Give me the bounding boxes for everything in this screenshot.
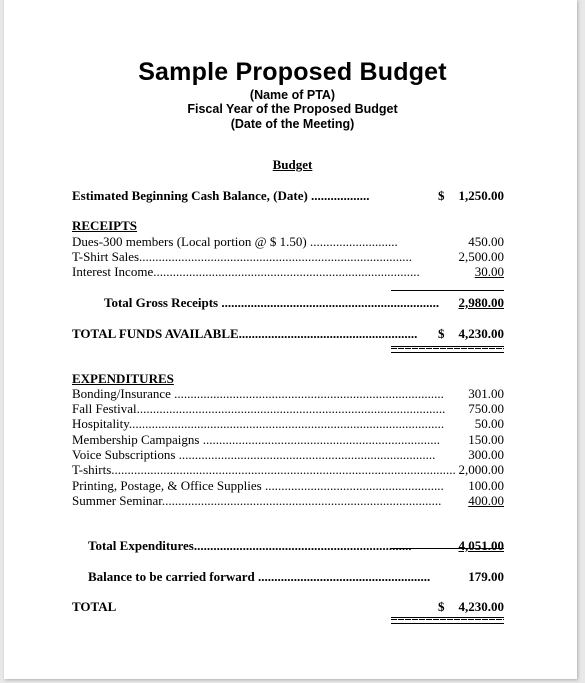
list-item: Voice Subscriptions ............................................................................... 300.00 [72,447,504,462]
receipts-heading: RECEIPTS [72,218,138,233]
list-item: Bonding/Insurance ................................................................................... 301.00 [72,386,504,401]
expenditures-heading: EXPENDITURES [72,371,174,386]
pta-name: (Name of PTA) [249,88,336,102]
grand-total-value: 4,230.00 [458,599,504,614]
total-funds-double-rule [391,346,504,353]
grand-total-double-rule [391,617,504,624]
list-item: T-Shirt Sales.................................................................................... 2,500.00 [72,249,504,264]
total-funds-value: 4,230.00 [458,326,504,341]
total-funds-row [72,326,504,342]
beginning-balance-value: 1,250.00 [458,188,504,203]
beginning-balance-row [72,188,504,204]
grand-total-row [72,599,504,615]
beginning-balance-currency: $ [438,188,445,203]
grand-total-currency: $ [438,599,445,614]
balance-forward-value: 179.00 [468,569,504,584]
balance-forward-row [72,569,504,585]
budget-heading: Budget [272,157,313,172]
beginning-balance-label: Estimated Beginning Cash Balance, (Date) .................. [72,188,370,203]
total-funds-label: TOTAL FUNDS AVAILABLE....................................................... [72,326,418,341]
grand-total-label: TOTAL [72,599,117,614]
expenditures-total-value: 4,051.00 [458,538,504,553]
receipts-total-rule [391,290,504,291]
fiscal-year: Fiscal Year of the Proposed Budget [187,102,398,116]
meeting-date: (Date of the Meeting) [230,117,355,131]
list-item: T-shirts.......................................................................................................... 2,000.00 [72,462,504,477]
list-item: Printing, Postage, & Office Supplies ....................................................... 100.00 [72,478,504,493]
list-item: Hospitality................................................................................................. 50.00 [72,416,504,431]
receipts-total-row [72,295,504,311]
list-item: Membership Campaigns ......................................................................... 150.00 [72,432,504,447]
expenditures-total-row [72,538,504,554]
list-item: Dues-300 members (Local portion @ $ 1.50) ........................... 450.00 [72,234,504,249]
receipts-total-value: 2,980.00 [458,295,504,310]
expenditures-total-label: Total Expenditures................................................................... [88,538,412,553]
list-item: Summer Seminar...................................................................................... 400.00 [72,493,504,508]
balance-forward-label: Balance to be carried forward ..................................................... [88,569,431,584]
list-item: Interest Income.................................................................................. 30.00 [72,264,504,279]
total-funds-currency: $ [438,326,445,341]
receipts-total-label: Total Gross Receipts ................................................................... [104,295,440,310]
page-title: Sample Proposed Budget [138,58,447,86]
list-item: Fall Festival............................................................................................... 750.00 [72,401,504,416]
